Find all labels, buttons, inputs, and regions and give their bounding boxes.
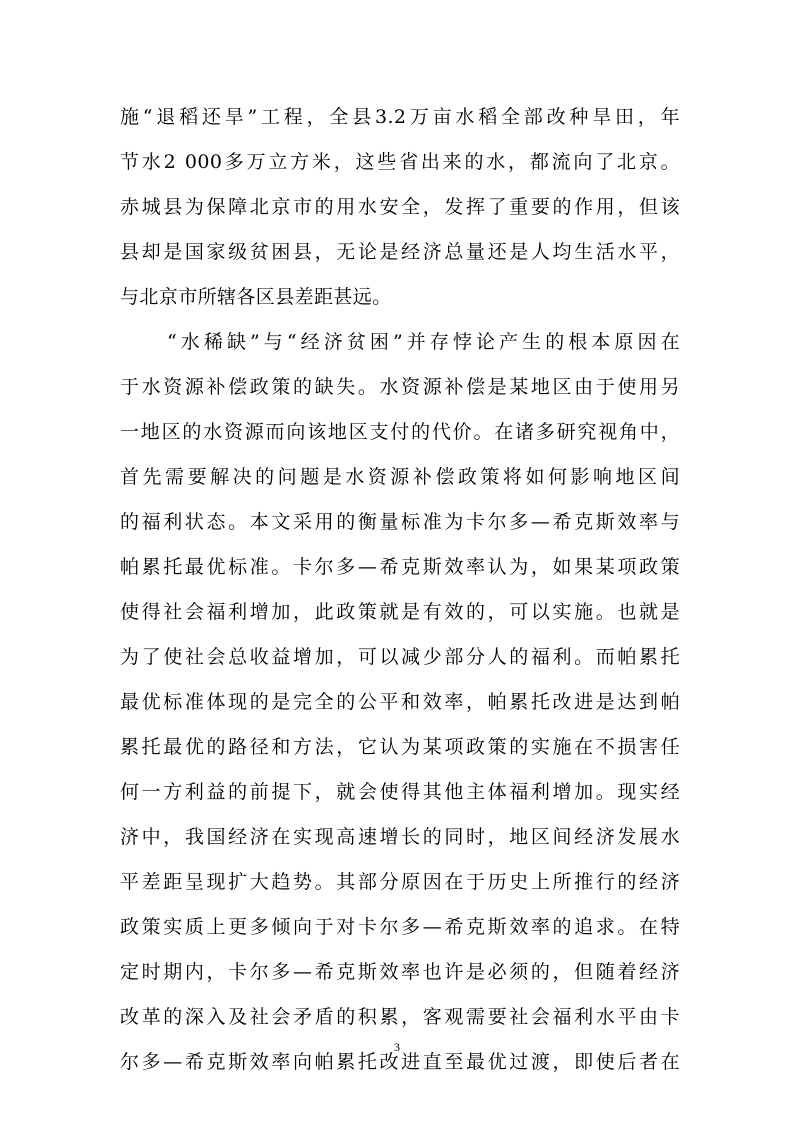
- paragraph-2-line-14: 政策实质上更多倾向于对卡尔多—希克斯效率的追求。在特: [120, 916, 680, 938]
- paragraph-2-line-15: 定时期内，卡尔多—希克斯效率也许是必须的，但随着经济: [120, 961, 680, 983]
- paragraph-2-line-9: 最优标准体现的是完全的公平和效率，帕累托改进是达到帕: [120, 691, 680, 713]
- paragraph-2-line-12: 济中，我国经济在实现高速增长的同时，地区间经济发展水: [120, 826, 680, 848]
- paragraph-2-line-4: 首先需要解决的问题是水资源补偿政策将如何影响地区间: [120, 466, 680, 488]
- paragraph-2-line-6: 帕累托最优标准。卡尔多—希克斯效率认为，如果某项政策: [120, 556, 680, 578]
- paragraph-2-line-17: 尔多—希克斯效率向帕累托改进直至最优过渡，即使后者在: [120, 1051, 680, 1073]
- paragraph-1-line-3: 赤城县为保障北京市的用水安全，发挥了重要的作用，但该: [120, 196, 680, 218]
- paragraph-2-line-7: 使得社会福利增加，此政策就是有效的，可以实施。也就是: [120, 601, 680, 623]
- paragraph-2-line-2: 于水资源补偿政策的缺失。水资源补偿是某地区由于使用另: [120, 376, 680, 398]
- paragraph-2-line-8: 为了使社会总收益增加，可以减少部分人的福利。而帕累托: [120, 646, 680, 668]
- paragraph-2-line-3: 一地区的水资源而向该地区支付的代价。在诸多研究视角中，: [120, 421, 680, 443]
- paragraph-2-line-11: 何一方利益的前提下，就会使得其他主体福利增加。现实经: [120, 781, 680, 803]
- paragraph-2-line-13: 平差距呈现扩大趋势。其部分原因在于历史上所推行的经济: [120, 871, 680, 893]
- paragraph-2-line-10: 累托最优的路径和方法，它认为某项政策的实施在不损害任: [120, 736, 680, 758]
- paragraph-1-line-5: 与北京市所辖各区县差距甚远。: [120, 286, 392, 308]
- page-number: 3: [394, 1040, 400, 1054]
- paragraph-2-line-1: “水稀缺”与“经济贫困”并存悖论产生的根本原因在: [167, 331, 680, 353]
- paragraph-1-line-2: 节水2 000多万立方米，这些省出来的水，都流向了北京。: [120, 151, 680, 173]
- paragraph-2-line-16: 改革的深入及社会矛盾的积累，客观需要社会福利水平由卡: [120, 1006, 680, 1028]
- paragraph-2-line-5: 的福利状态。本文采用的衡量标准为卡尔多—希克斯效率与: [120, 511, 680, 533]
- paragraph-1-line-4: 县却是国家级贫困县，无论是经济总量还是人均生活水平，: [120, 241, 680, 263]
- paragraph-1-line-1: 施“退稻还旱”工程，全县3.2万亩水稻全部改种旱田，年: [120, 106, 680, 128]
